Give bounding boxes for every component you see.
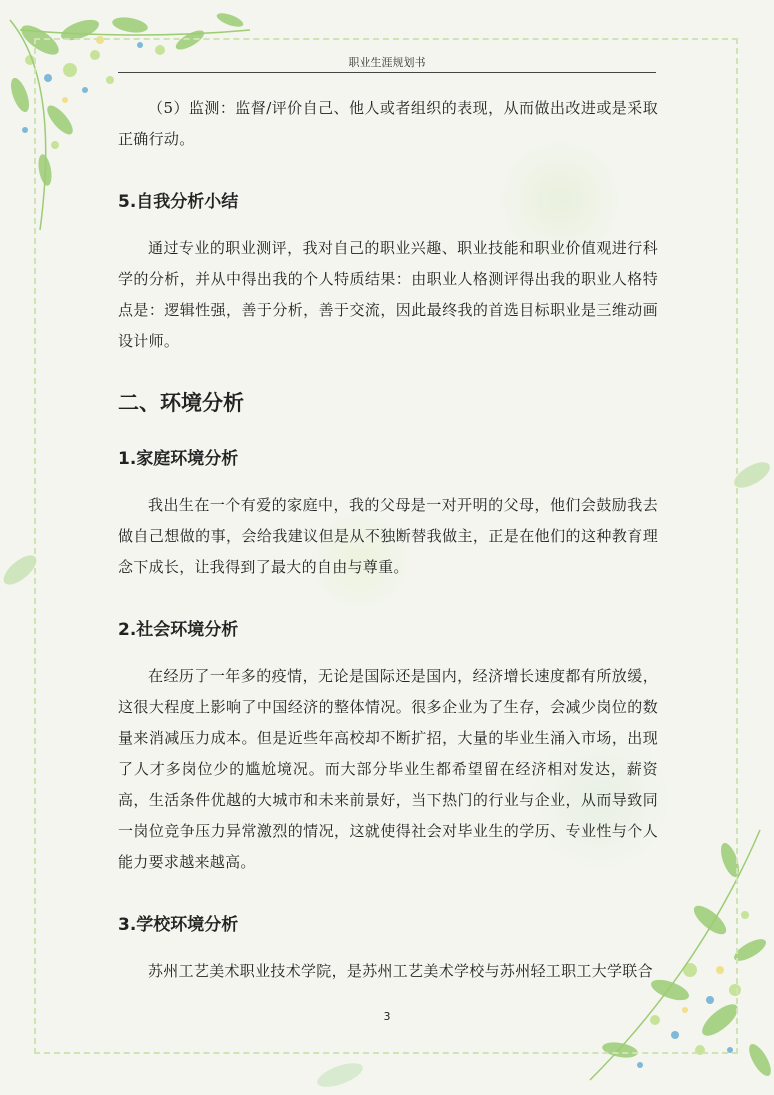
- paragraph-monitor: （5）监测：监督/评价自己、他人或者组织的表现，从而做出改进或是采取正确行动。: [118, 99, 658, 148]
- page-content: [118, 93, 658, 987]
- header-rule: [118, 72, 656, 73]
- leaf-bottom-left: [310, 1050, 370, 1095]
- paragraph-self-summary: 通过专业的职业测评，我对自己的职业兴趣、职业技能和职业价值观进行科学的分析，并从中得出我的个人特质结果：由职业人格测评得出我的职业人格特点是：逻辑性强，善于分析，善于交流，因此最终我的首选目标职业是三维动画设计师。: [118, 239, 658, 350]
- running-header: 职业生涯规划书: [348, 56, 426, 69]
- heading-school-environment: 3.学校环境分析: [118, 915, 239, 935]
- paragraph-social-environment: 在经历了一年多的疫情，无论是国际还是国内，经济增长速度都有所放缓，这很大程度上影响了中国经济的整体情况。很多企业为了生存，会减少岗位的数量来消减压力成本。但是近些年高校却不断扩招，大量的毕业生涌入市场，出现了人才多岗位少的尴尬境况。而大部分毕业生都希望留在经济相对发达，薪资高，生活条件优越的大城市和未来前景好，当下热门的行业与企业，从而导致同一岗位竞争压力异常激烈的情况，这就使得社会对毕业生的学历、专业性与个人能力要求越来越高。: [118, 667, 658, 871]
- paragraph-school-environment: 苏州工艺美术职业技术学院，是苏州工艺美术学校与苏州轻工职工大学联合: [148, 962, 653, 980]
- heading-family-environment: 1.家庭环境分析: [118, 449, 239, 469]
- heading-social-environment: 2.社会环境分析: [118, 620, 239, 640]
- paragraph-family-environment: 我出生在一个有爱的家庭中，我的父母是一对开明的父母，他们会鼓励我去做自己想做的事，会给我建议但是从不独断替我做主，正是在他们的这种教育理念下成长，让我得到了最大的自由与尊重。: [118, 496, 658, 576]
- heading-environment-analysis: 二、环境分析: [118, 391, 244, 415]
- page-number: 3: [383, 1010, 391, 1023]
- heading-self-analysis-summary: 5.自我分析小结: [118, 192, 239, 212]
